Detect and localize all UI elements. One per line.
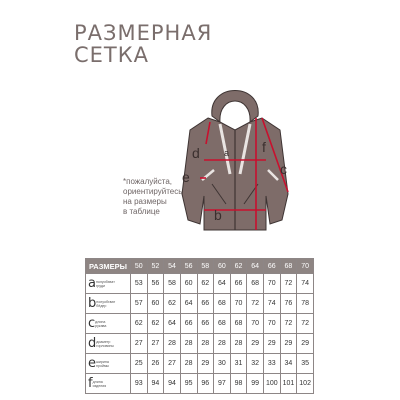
label-c: c bbox=[280, 161, 287, 177]
size-header: 56 bbox=[180, 259, 197, 274]
table-cell: 70 bbox=[264, 314, 281, 334]
jacket-diagram bbox=[170, 74, 300, 244]
table-cell: 29 bbox=[297, 334, 314, 354]
size-header: 50 bbox=[131, 259, 148, 274]
label-a: a bbox=[224, 148, 230, 158]
table-cell: 28 bbox=[214, 334, 231, 354]
table-cell: 56 bbox=[147, 274, 164, 294]
table-cell: 28 bbox=[197, 334, 214, 354]
table-cell: 62 bbox=[164, 294, 181, 314]
table-cell: 27 bbox=[164, 354, 181, 374]
table-cell: 58 bbox=[164, 274, 181, 294]
table-cell: 64 bbox=[180, 294, 197, 314]
row-letter: e bbox=[88, 356, 96, 371]
table-cell: 78 bbox=[297, 294, 314, 314]
table-cell: 35 bbox=[297, 354, 314, 374]
table-cell: 98 bbox=[230, 374, 247, 394]
title-line-1: РАЗМЕРНАЯ bbox=[74, 21, 213, 45]
size-header: 58 bbox=[197, 259, 214, 274]
table-cell: 70 bbox=[264, 274, 281, 294]
table-header-row bbox=[86, 259, 314, 274]
table-cell: 66 bbox=[197, 314, 214, 334]
table-cell: 68 bbox=[214, 314, 231, 334]
table-cell: 27 bbox=[147, 334, 164, 354]
table-cell: 28 bbox=[180, 354, 197, 374]
table-row bbox=[86, 334, 314, 354]
table-cell: 97 bbox=[214, 374, 231, 394]
table-cell: 94 bbox=[147, 374, 164, 394]
table-cell: 93 bbox=[131, 374, 148, 394]
table-cell: 68 bbox=[230, 314, 247, 334]
table-cell: 100 bbox=[264, 374, 281, 394]
table-cell: 76 bbox=[280, 294, 297, 314]
table-cell: 62 bbox=[197, 274, 214, 294]
row-description: полуобхват бёдер bbox=[96, 299, 116, 308]
table-row bbox=[86, 354, 314, 374]
table-cell: 53 bbox=[131, 274, 148, 294]
size-header: 60 bbox=[214, 259, 231, 274]
table-row bbox=[86, 274, 314, 294]
table-cell: 66 bbox=[180, 314, 197, 334]
table-cell: 72 bbox=[297, 314, 314, 334]
size-header: 64 bbox=[247, 259, 264, 274]
label-d: d bbox=[192, 145, 200, 161]
size-header: 54 bbox=[164, 259, 181, 274]
size-note: *пожалуйста, ориентируйтесь на размеры в таблице bbox=[123, 177, 183, 216]
table-cell: 26 bbox=[147, 354, 164, 374]
table-cell: 64 bbox=[214, 274, 231, 294]
row-header bbox=[86, 334, 131, 354]
table-cell: 27 bbox=[131, 334, 148, 354]
table-cell: 99 bbox=[247, 374, 264, 394]
table-cell: 28 bbox=[164, 334, 181, 354]
table-cell: 102 bbox=[297, 374, 314, 394]
table-cell: 95 bbox=[180, 374, 197, 394]
table-cell: 60 bbox=[180, 274, 197, 294]
table-cell: 68 bbox=[247, 274, 264, 294]
table-cell: 29 bbox=[247, 334, 264, 354]
row-letter: a bbox=[88, 276, 96, 291]
row-header bbox=[86, 294, 131, 314]
label-e: e bbox=[182, 169, 190, 185]
table-cell: 33 bbox=[264, 354, 281, 374]
size-table-container bbox=[85, 258, 314, 394]
row-description: длина изделия bbox=[92, 379, 107, 388]
header-label: РАЗМЕРЫ bbox=[86, 259, 131, 274]
table-cell: 66 bbox=[230, 274, 247, 294]
row-letter: b bbox=[88, 296, 97, 311]
label-f: f bbox=[262, 139, 266, 155]
size-header: 62 bbox=[230, 259, 247, 274]
table-cell: 74 bbox=[297, 274, 314, 294]
table-cell: 66 bbox=[197, 294, 214, 314]
row-description: ширина проймы bbox=[96, 359, 110, 368]
size-table bbox=[85, 258, 314, 394]
size-header: 52 bbox=[147, 259, 164, 274]
table-row bbox=[86, 374, 314, 394]
table-cell: 29 bbox=[264, 334, 281, 354]
jacket-hood bbox=[212, 91, 258, 123]
table-cell: 72 bbox=[280, 274, 297, 294]
table-cell: 74 bbox=[264, 294, 281, 314]
row-letter: c bbox=[88, 316, 96, 331]
size-header: 70 bbox=[297, 259, 314, 274]
table-cell: 62 bbox=[131, 314, 148, 334]
row-header bbox=[86, 354, 131, 374]
table-cell: 96 bbox=[197, 374, 214, 394]
table-cell: 94 bbox=[164, 374, 181, 394]
table-cell: 70 bbox=[247, 314, 264, 334]
label-b: b bbox=[214, 207, 222, 223]
table-cell: 31 bbox=[230, 354, 247, 374]
table-cell: 28 bbox=[180, 334, 197, 354]
row-description: диаметр горловины bbox=[96, 339, 114, 348]
row-letter: f bbox=[88, 376, 93, 391]
table-cell: 68 bbox=[214, 294, 231, 314]
row-header bbox=[86, 274, 131, 294]
table-cell: 25 bbox=[131, 354, 148, 374]
table-cell: 29 bbox=[280, 334, 297, 354]
table-cell: 29 bbox=[197, 354, 214, 374]
row-header bbox=[86, 314, 131, 334]
table-cell: 70 bbox=[230, 294, 247, 314]
title-line-2: СЕТКА bbox=[74, 43, 150, 67]
page-title bbox=[74, 22, 212, 66]
row-description: длина рукава bbox=[95, 319, 107, 328]
table-cell: 72 bbox=[280, 314, 297, 334]
row-letter: d bbox=[88, 336, 97, 351]
table-cell: 64 bbox=[164, 314, 181, 334]
table-cell: 34 bbox=[280, 354, 297, 374]
table-cell: 28 bbox=[230, 334, 247, 354]
table-cell: 57 bbox=[131, 294, 148, 314]
table-cell: 32 bbox=[247, 354, 264, 374]
table-cell: 101 bbox=[280, 374, 297, 394]
size-header: 66 bbox=[264, 259, 281, 274]
table-cell: 30 bbox=[214, 354, 231, 374]
size-header: 68 bbox=[280, 259, 297, 274]
table-row bbox=[86, 314, 314, 334]
table-cell: 72 bbox=[247, 294, 264, 314]
row-header bbox=[86, 374, 131, 394]
table-cell: 60 bbox=[147, 294, 164, 314]
table-row bbox=[86, 294, 314, 314]
row-description: полуобхват груди bbox=[95, 279, 115, 288]
table-cell: 62 bbox=[147, 314, 164, 334]
